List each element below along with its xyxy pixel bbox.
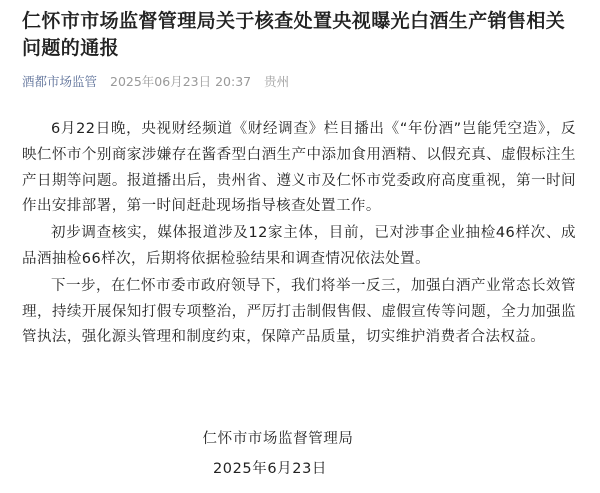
body-paragraph-2: 初步调查核实，媒体报道涉及12家主体，目前，已对涉事企业抽检46样次、成品酒抽检66样次，后期将依据检验结果和调查情况依法处置。	[22, 225, 576, 267]
body-paragraph-1: 6月22日晚，央视财经频道《财经调查》栏目播出《“年份酒”岂能凭空造》，反映仁怀市个别商家涉嫌存在酱香型白酒生产中添加食用酒精、以假充真、虚假标注生产日期等问题。报道播出后，贵州省、遵义市及仁怀市党委政府高度重视，第一时间作出安排部署，第一时间赶赴现场指导核查处置工作。	[22, 121, 576, 215]
article-title: 仁怀市市场监督管理局关于核查处置央视曝光白酒生产销售相关问题的通报	[22, 10, 566, 59]
article-meta	[22, 73, 576, 91]
publish-datetime: 2025年06月23日 20:37	[110, 74, 252, 89]
publish-location: 贵州	[264, 74, 290, 89]
signature-organization: 仁怀市市场监督管理局	[202, 431, 354, 447]
signature-date: 2025年6月23日	[212, 461, 328, 477]
account-name-link[interactable]: 酒都市场监管	[22, 74, 98, 89]
article-body	[22, 117, 576, 351]
body-paragraph-3: 下一步，在仁怀市委市政府领导下，我们将举一反三，加强白酒产业常态长效管理，持续开展保知打假专项整治，严厉打击制假售假、虚假宣传等问题，全力加强监管执法，强化源头管理和制度约束，保障产品质量，切实维护消费者合法权益。	[22, 277, 576, 346]
